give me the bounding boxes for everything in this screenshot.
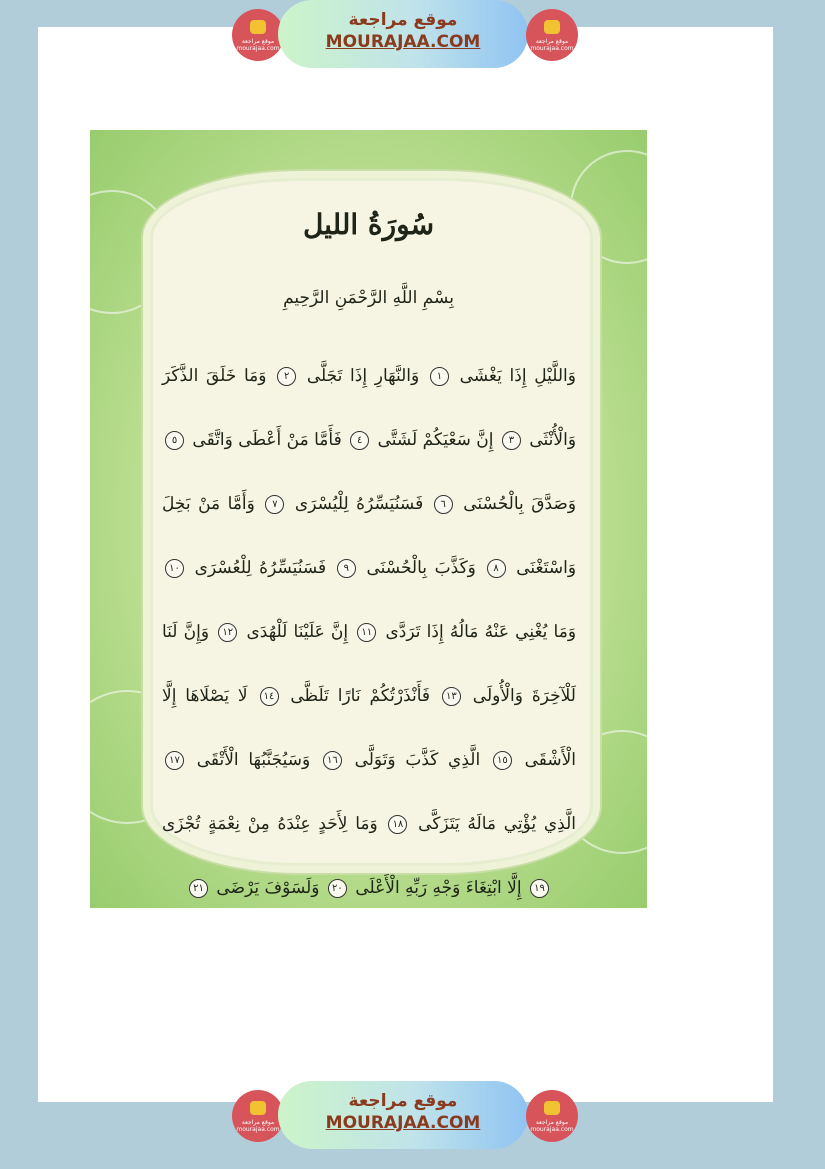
verse-text: فَأَمَّا مَنْ أَعْطَى وَاتَّقَى [192, 430, 342, 450]
verse-text: لَا يَصْلَاهَا إِلَّا الْأَشْقَى [162, 686, 577, 770]
verse-text: وَالنَّهَارِ إِذَا تَجَلَّى [306, 366, 420, 386]
surah-title: سُورَةُ الليل [302, 208, 435, 241]
verse-text: وَلَسَوْفَ يَرْضَى [216, 878, 320, 898]
verse-text: الَّذِي يُؤْتِي مَالَهُ يَتَزَكَّى [418, 814, 576, 834]
site-logo [526, 1090, 578, 1142]
site-name-arabic: موقع مراجعة [348, 1091, 458, 1111]
verse-number: ١٤ [260, 687, 279, 706]
verse-text: الَّذِي كَذَّبَ وَتَوَلَّى [354, 750, 481, 770]
logo-mark-icon [544, 20, 560, 34]
verse-text: وَكَذَّبَ بِالْحُسْنَى [366, 558, 476, 578]
logo-mark-icon [250, 1101, 266, 1115]
verse-number: ١٦ [323, 751, 342, 770]
surah-image [90, 130, 647, 908]
verse-number: ٢١ [189, 879, 208, 898]
site-logo [526, 9, 578, 61]
verse-number: ١٣ [442, 687, 461, 706]
verse-number: ١٠ [165, 559, 184, 578]
site-link[interactable] [278, 1081, 528, 1149]
verse-number: ٦ [434, 495, 453, 514]
verse-number: ٩ [337, 559, 356, 578]
verse-text: وَاللَّيْلِ إِذَا يَغْشَى [459, 366, 576, 386]
verse-number: ٢ [277, 367, 296, 386]
verse-number: ٧ [265, 495, 284, 514]
verse-number: ١١ [357, 623, 376, 642]
site-link[interactable] [278, 0, 528, 68]
site-name-latin: MOURAJAA.COM [325, 32, 481, 52]
logo-mark-icon [250, 20, 266, 34]
site-logo [232, 9, 284, 61]
verse-number: ١٥ [493, 751, 512, 770]
logo-mark-icon [544, 1101, 560, 1115]
verse-text: إِلَّا ابْتِغَاءَ وَجْهِ رَبِّهِ الْأَعْلَى [355, 878, 522, 898]
verse-text: وَمَا خَلَقَ الذَّكَرَ وَالْأُنْثَى [162, 366, 577, 450]
verse-text: وَسَيُجَنَّبُهَا الْأَتْقَى [196, 750, 311, 770]
verse-text: فَسَنُيَسِّرُهُ لِلْعُسْرَى [194, 558, 327, 578]
verse-text: وَإِنَّ لَنَا لَلْآخِرَةَ وَالْأُولَى [162, 622, 576, 706]
logo-text: موقع مراجعة mourajaa.com [530, 1119, 574, 1133]
logo-text: موقع مراجعة mourajaa.com [236, 38, 280, 52]
verse-text: وَأَمَّا مَنْ بَخِلَ وَاسْتَغْنَى [162, 494, 577, 578]
verse-number: ١٩ [530, 879, 549, 898]
verse-text: وَمَا يُغْنِي عَنْهُ مَالُهُ إِذَا تَرَدَّى [385, 622, 577, 642]
verse-text: فَسَنُيَسِّرُهُ لِلْيُسْرَى [294, 494, 424, 514]
header-banner[interactable] [230, 0, 580, 70]
verse-number: ٣ [502, 431, 521, 450]
verse-number: ١ [430, 367, 449, 386]
footer-banner[interactable] [230, 1081, 580, 1151]
verse-number: ٢٠ [328, 879, 347, 898]
site-logo [232, 1090, 284, 1142]
verse-number: ١٢ [218, 623, 237, 642]
logo-text: موقع مراجعة mourajaa.com [236, 1119, 280, 1133]
verse-number: ١٧ [165, 751, 184, 770]
verse-text: فَأَنْذَرْتُكُمْ نَارًا تَلَظَّى [290, 686, 431, 706]
site-name-arabic: موقع مراجعة [348, 10, 458, 30]
verses-block [162, 344, 576, 908]
verse-number: ٤ [350, 431, 369, 450]
basmala: بِسْمِ اللَّهِ الرَّحْمَنِ الرَّحِيمِ [283, 288, 454, 308]
verse-text: وَمَا لِأَحَدٍ عِنْدَهُ مِنْ نِعْمَةٍ تُجْزَى [162, 814, 378, 834]
verse-text: إِنَّ سَعْيَكُمْ لَشَتَّى [377, 430, 494, 450]
verse-text: وَصَدَّقَ بِالْحُسْنَى [463, 494, 577, 514]
logo-text: موقع مراجعة mourajaa.com [530, 38, 574, 52]
verse-number: ٥ [165, 431, 184, 450]
site-name-latin: MOURAJAA.COM [325, 1113, 481, 1133]
verse-number: ١٨ [388, 815, 407, 834]
verse-number: ٨ [487, 559, 506, 578]
verse-text: إِنَّ عَلَيْنَا لَلْهُدَى [246, 622, 349, 642]
